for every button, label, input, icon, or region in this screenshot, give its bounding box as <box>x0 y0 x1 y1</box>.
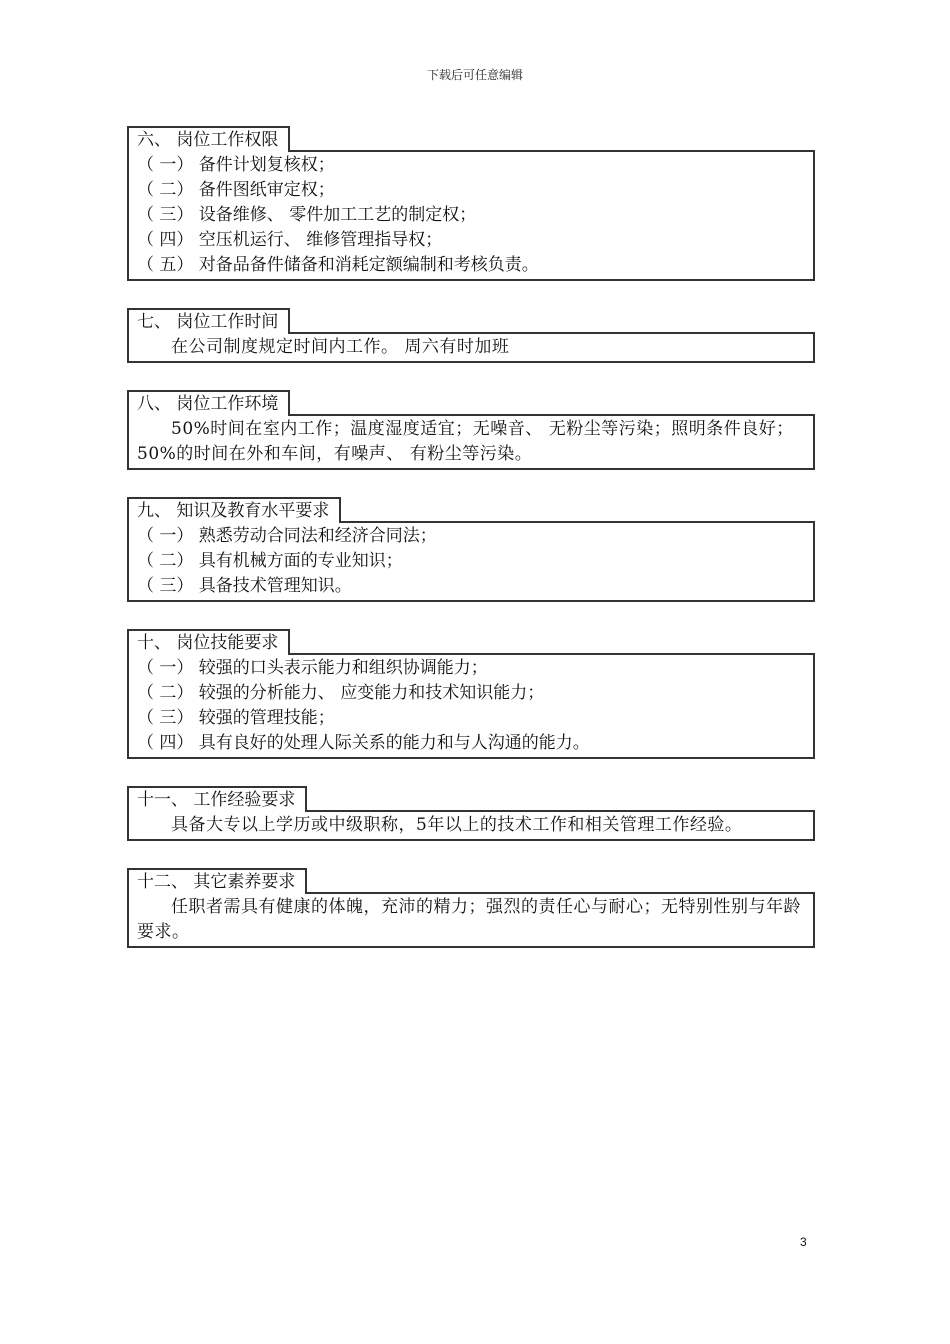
list-item: （ 二） 较强的分析能力、 应变能力和技术知识能力； <box>137 683 545 703</box>
list-item: （ 一） 熟悉劳动合同法和经济合同法； <box>137 526 437 546</box>
section-qualities <box>127 868 815 948</box>
section-title: 十一、 工作经验要求 <box>127 786 307 812</box>
section-body <box>127 521 815 602</box>
section-title: 八、 岗位工作环境 <box>127 390 290 416</box>
paragraph: 具备大专以上学历或中级职称，5年以上的技术工作和相关管理工作经验。 <box>171 815 743 835</box>
paragraph: 任职者需具有健康的体魄，充沛的精力；强烈的责任心与耐心；无特别性别与年龄要求。 <box>137 897 801 942</box>
section-title: 十、 岗位技能要求 <box>127 629 290 655</box>
section-title: 十二、 其它素养要求 <box>127 868 307 894</box>
section-body <box>127 810 815 841</box>
paragraph: 在公司制度规定时间内工作。 周六有时加班 <box>171 337 510 357</box>
section-body <box>127 892 815 948</box>
section-body <box>127 332 815 363</box>
section-title: 七、 岗位工作时间 <box>127 308 290 334</box>
list-item: （ 一） 备件计划复核权； <box>137 155 335 175</box>
paragraph: 50%时间在室内工作；温度湿度适宜；无噪音、 无粉尘等污染；照明条件良好；50%的时间在外和车间，有噪声、 有粉尘等污染。 <box>137 419 794 464</box>
section-body <box>127 653 815 759</box>
section-body <box>127 150 815 281</box>
section-knowledge <box>127 497 815 602</box>
section-work-time <box>127 308 815 363</box>
section-title: 六、 岗位工作权限 <box>127 126 290 152</box>
list-item: （ 一） 较强的口头表示能力和组织协调能力； <box>137 658 488 678</box>
section-title: 九、 知识及教育水平要求 <box>127 497 341 523</box>
list-item: （ 四） 具有良好的处理人际关系的能力和与人沟通的能力。 <box>137 733 590 753</box>
list-item: （ 四） 空压机运行、 维修管理指导权； <box>137 230 443 250</box>
page-header: 下载后可任意编辑 <box>426 68 523 82</box>
list-item: （ 三） 具备技术管理知识。 <box>137 576 352 596</box>
page-number: 3 <box>800 1235 807 1249</box>
section-experience <box>127 786 815 841</box>
list-item: （ 五） 对备品备件储备和消耗定额编制和考核负责。 <box>137 255 539 275</box>
list-item: （ 二） 备件图纸审定权； <box>137 180 335 200</box>
section-skills <box>127 629 815 759</box>
list-item: （ 三） 较强的管理技能； <box>137 708 335 728</box>
section-authority <box>127 126 815 281</box>
list-item: （ 三） 设备维修、 零件加工工艺的制定权； <box>137 205 477 225</box>
list-item: （ 二） 具有机械方面的专业知识； <box>137 551 403 571</box>
section-body <box>127 414 815 470</box>
section-work-environment <box>127 390 815 470</box>
